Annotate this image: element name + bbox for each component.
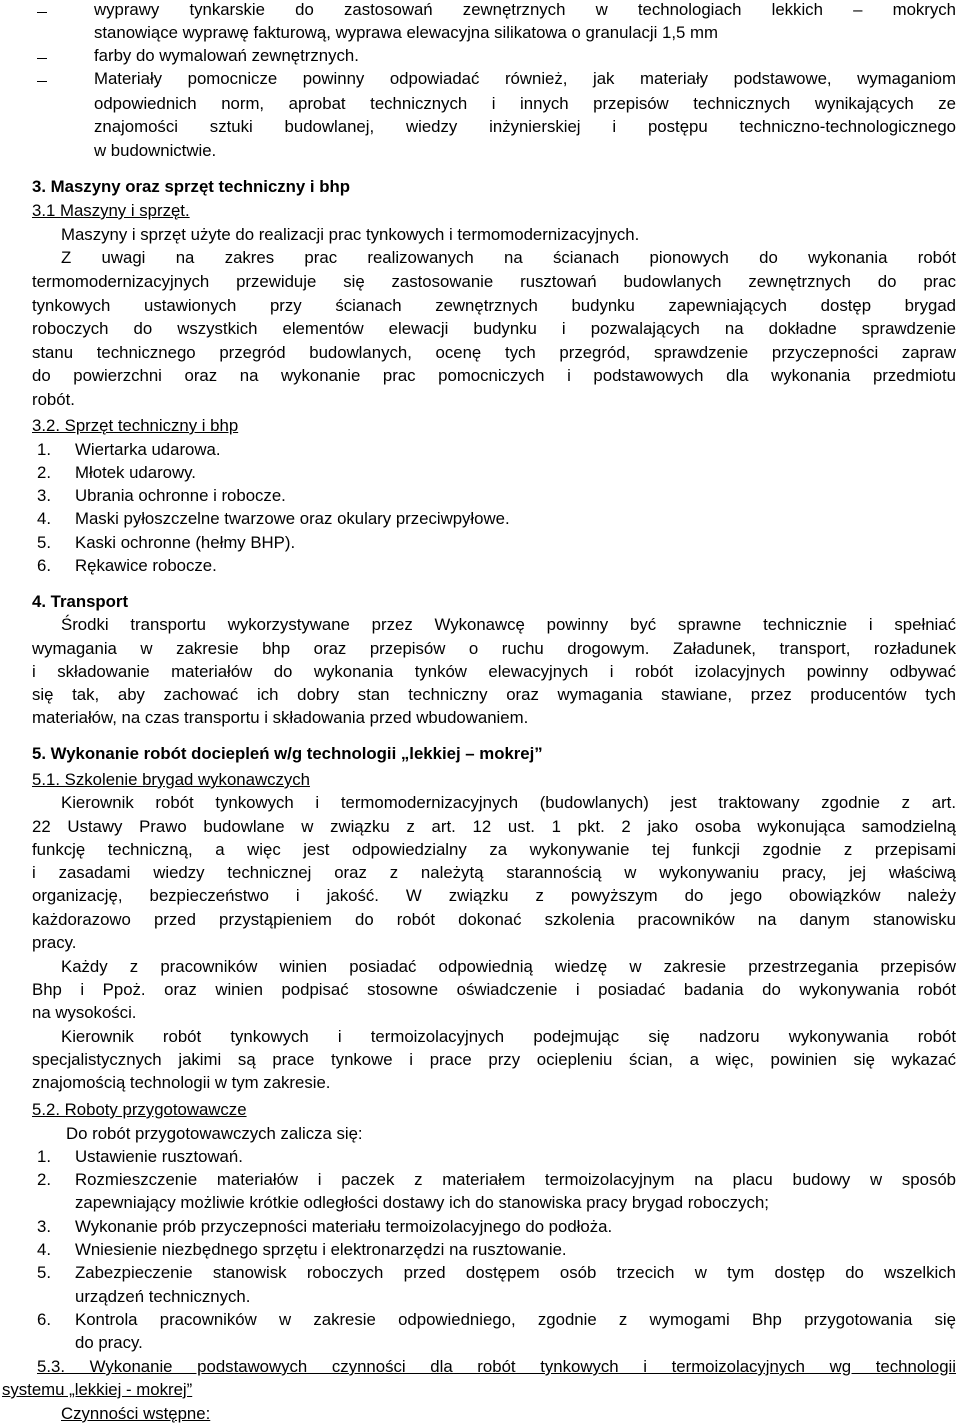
list-number: 6.: [37, 1310, 51, 1329]
list-item: Rękawice robocze.: [75, 556, 217, 575]
list-item: Zabezpieczenie stanowisk roboczych przed dostępem osób trzecich w tym dostęp do wszelkich: [75, 1263, 956, 1282]
list-item: urządzeń technicznych.: [75, 1287, 251, 1306]
paragraph-line: każdorazowo przed przystąpieniem do robót dokonać szkolenia pracowników na danym stanowisku: [32, 910, 956, 929]
bullet-dash: [37, 58, 47, 59]
subsection-heading: Czynności wstępne:: [61, 1404, 211, 1423]
paragraph-line: materiałów, na czas transportu i składowania przed wbudowaniem.: [32, 708, 529, 727]
section-heading: 4. Transport: [32, 592, 129, 611]
list-item: Ubrania ochronne i robocze.: [75, 486, 286, 505]
list-item: Wniesienie niezbędnego sprzętu i elektronarzędzi na rusztowanie.: [75, 1240, 567, 1259]
subsection-heading: 5.2. Roboty przygotowawcze: [32, 1100, 247, 1119]
paragraph-line: się tak, aby zachować ich dobry stan techniczny oraz wymagania stawiane, przez producentów tych: [32, 685, 956, 704]
list-item: Maski pyłoszczelne twarzowe oraz okulary przeciwpyłowe.: [75, 509, 510, 528]
bullet-dash: [37, 81, 47, 82]
paragraph-line: i zasadami wiedzy technicznej oraz z należytą starannością w wykonywaniu pracy, jej właściwą: [32, 863, 956, 882]
subsection-heading: systemu „lekkiej - mokrej”: [2, 1380, 193, 1399]
list-item: Rozmieszczenie materiałów i paczek z materiałem termoizolacyjnym na placu budowy w sposób: [75, 1170, 956, 1189]
subsection-heading: 5.1. Szkolenie brygad wykonawczych: [32, 770, 310, 789]
paragraph-line: pracy.: [32, 933, 77, 952]
list-number: 1.: [37, 440, 51, 459]
list-number: 4.: [37, 1240, 51, 1259]
list-item: Ustawienie rusztowań.: [75, 1147, 243, 1166]
list-item: Kontrola pracowników w zakresie odpowiedniego, zgodnie z wymogami Bhp przygotowania się: [75, 1310, 956, 1329]
paragraph-line: tynkowych ustawionych przy ścianach zewnętrznych budynku zapewniających dostęp brygad: [32, 296, 956, 315]
list-number: 3.: [37, 1217, 51, 1236]
list-number: 1.: [37, 1147, 51, 1166]
paragraph-line: i składowanie materiałów do wykonania tynków elewacyjnych i robót izolacyjnych powinny odbywać: [32, 662, 956, 681]
paragraph-line: roboczych do wszystkich elementów elewacji budynku i pozwalających na dokładne sprawdzenie: [32, 319, 956, 338]
paragraph-line: Każdy z pracowników winien posiadać odpowiednią wiedzę w zakresie przestrzegania przepisów: [61, 957, 956, 976]
list-number: 6.: [37, 556, 51, 575]
list-item: Wykonanie prób przyczepności materiału termoizolacyjnego do podłoża.: [75, 1217, 613, 1236]
bullet-text: stanowiące wyprawę fakturową, wyprawa elewacyjna silikatowa o granulacji 1,5 mm: [94, 23, 718, 42]
list-item: do pracy.: [75, 1333, 143, 1352]
bullet-dash: [37, 12, 47, 13]
subsection-heading: 3.2. Sprzęt techniczny i bhp: [32, 416, 239, 435]
bullet-text: farby do wymalowań zewnętrznych.: [94, 46, 359, 65]
paragraph-line: Kierownik robót tynkowych i termoizolacyjnych podejmując się nadzoru wykonywania robót: [61, 1027, 956, 1046]
list-number: 3.: [37, 486, 51, 505]
paragraph-line: funkcję techniczną, a więc jest odpowiedzialny za wykonywanie tej funkcji zgodnie z przepisami: [32, 840, 956, 859]
bullet-text: Materiały pomocnicze powinny odpowiadać również, jak materiały podstawowe, wymaganiom: [94, 69, 956, 88]
list-item: Kaski ochronne (hełmy BHP).: [75, 533, 296, 552]
paragraph-line: stanu technicznego przegród budowlanych, ocenę tych przegród, sprawdzenie przyczepności zapraw: [32, 343, 956, 362]
list-number: 2.: [37, 463, 51, 482]
subsection-heading: 3.1 Maszyny i sprzęt.: [32, 201, 190, 220]
paragraph-line: Maszyny i sprzęt użyte do realizacji prac tynkowych i termomodernizacyjnych.: [61, 225, 640, 244]
paragraph-line: organizację, bezpieczeństwo i jakość. W związku z powyższym do jego obowiązków należy: [32, 886, 956, 905]
list-item: Młotek udarowy.: [75, 463, 196, 482]
list-number: 2.: [37, 1170, 51, 1189]
paragraph-line: termomodernizacyjnych przewiduje się zastosowanie rusztowań budowlanych zewnętrznych do prac: [32, 272, 956, 291]
list-item: Wiertarka udarowa.: [75, 440, 221, 459]
paragraph-line: znajomością technologii w tym zakresie.: [32, 1073, 331, 1092]
bullet-text: odpowiednich norm, aprobat technicznych i innych przepisów technicznych wynikających ze: [94, 94, 956, 113]
paragraph-line: Środki transportu wykorzystywane przez Wykonawcę powinny być sprawne technicznie i spełniać: [61, 615, 956, 634]
paragraph-line: na wysokości.: [32, 1003, 137, 1022]
paragraph-line: robót.: [32, 390, 75, 409]
section-heading: 5. Wykonanie robót dociepleń w/g technologii „lekkiej – mokrej”: [32, 744, 543, 763]
paragraph-line: Bhp i Ppoż. oraz winien podpisać stosowne oświadczenie i posiadać badania do wykonywania robót: [32, 980, 956, 999]
paragraph-line: specjalistycznych jakimi są prace tynkowe i prace przy ociepleniu ścian, a więc, powinien się wykazać: [32, 1050, 956, 1069]
bullet-text: znajomości sztuki budowlanej, wiedzy inżynierskiej i postępu techniczno-technologicznego: [94, 117, 956, 136]
section-heading: 3. Maszyny oraz sprzęt techniczny i bhp: [32, 177, 350, 196]
paragraph-line: wymagania w zakresie bhp oraz przepisów o ruchu drogowym. Załadunek, transport, rozładunek: [32, 639, 956, 658]
list-number: 5.: [37, 1263, 51, 1282]
paragraph-line: Z uwagi na zakres prac realizowanych na ścianach pionowych do wykonania robót: [61, 248, 956, 267]
paragraph-line: do powierzchni oraz na wykonanie prac pomocniczych i podstawowych dla wykonania przedmiotu: [32, 366, 956, 385]
bullet-text: w budownictwie.: [94, 141, 217, 160]
paragraph-line: 22 Ustawy Prawo budowlane w związku z art. 12 ust. 1 pkt. 2 jako osoba wykonująca samodzielną: [32, 817, 956, 836]
paragraph-line: Do robót przygotowawczych zalicza się:: [66, 1124, 363, 1143]
list-item: zapewniający możliwie krótkie odległości dostawy ich do stanowiska pracy brygad roboczych;: [75, 1193, 769, 1212]
list-number: 5.: [37, 533, 51, 552]
paragraph-line: Kierownik robót tynkowych i termomodernizacyjnych (budowlanych) jest traktowany zgodnie z art.: [61, 793, 956, 812]
subsection-heading: 5.3. Wykonanie podstawowych czynności dla robót tynkowych i termoizolacyjnych wg technologii: [37, 1357, 956, 1376]
list-number: 4.: [37, 509, 51, 528]
bullet-text: wyprawy tynkarskie do zastosowań zewnętrznych w technologiach lekkich – mokrych: [94, 0, 956, 19]
